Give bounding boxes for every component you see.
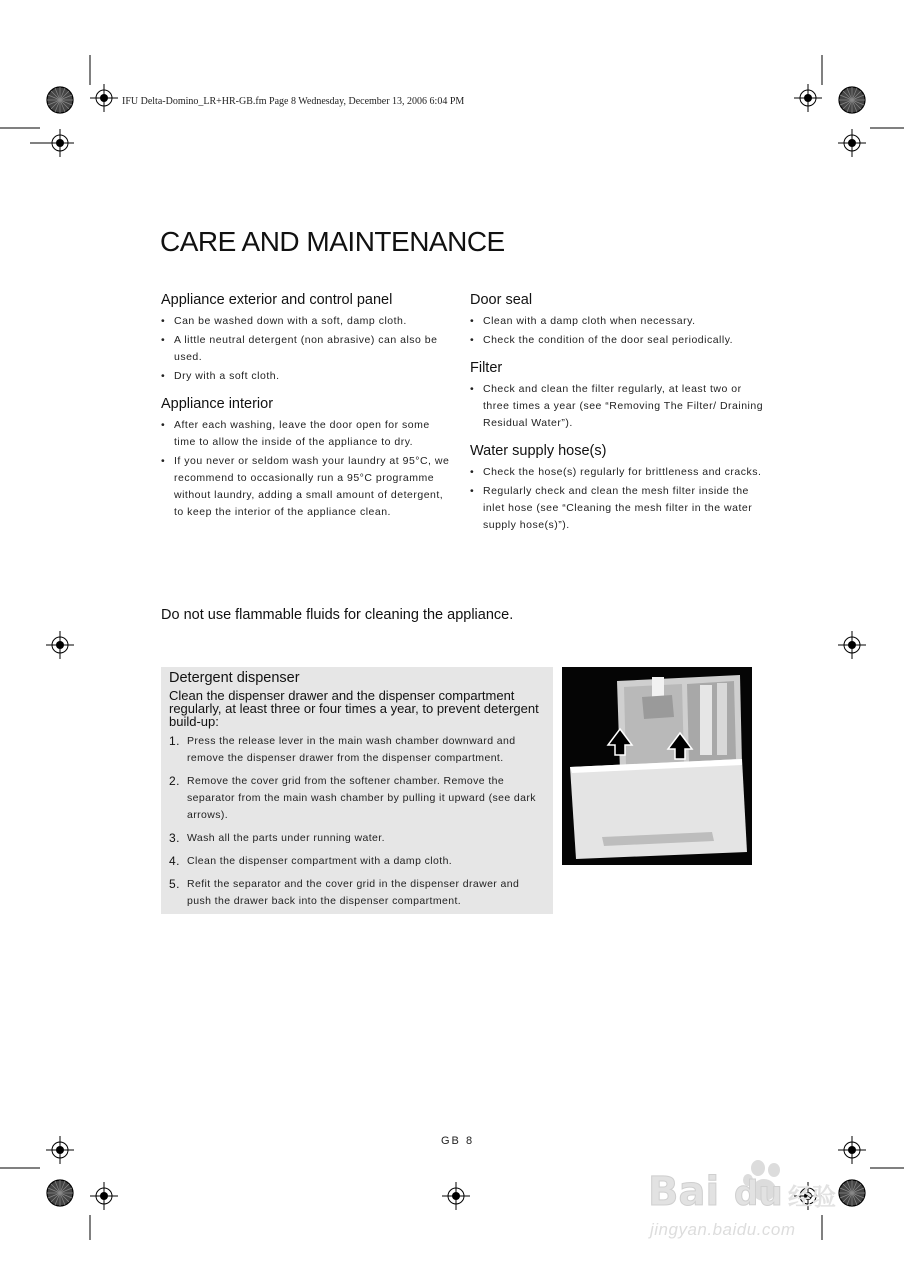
dispenser-drawer-photo — [562, 667, 752, 865]
section-title: Appliance exterior and control panel — [161, 292, 393, 308]
section-title: Door seal — [470, 292, 533, 308]
svg-text:经验: 经验 — [788, 1183, 836, 1211]
step-list — [169, 733, 545, 910]
step-number: 5. — [169, 877, 180, 891]
step-number: 4. — [169, 854, 180, 868]
step-text: Press the release lever in the main wash chamber downward and remove the dispenser drawer from the dispenser compartment. — [187, 735, 516, 764]
bullet-list — [470, 381, 770, 432]
bullet-list — [161, 417, 451, 521]
list-item: • Check the condition of the door seal periodically. — [470, 332, 770, 349]
list-item: • Can be washed down with a soft, damp cloth. — [161, 313, 451, 330]
page-title: CARE AND MAINTENANCE — [160, 226, 505, 257]
list-item: • A little neutral detergent (non abrasive) can also be used. — [161, 332, 451, 366]
flammable-warning: Do not use flammable fluids for cleaning the appliance. — [161, 607, 514, 623]
section-title: Filter — [470, 360, 503, 376]
section-appliance-exterior — [161, 291, 451, 385]
list-item: • Regularly check and clean the mesh filter inside the inlet hose (see “Cleaning the mesh filter in the water supply hose(s)”). — [470, 483, 770, 534]
list-item: • Check and clean the filter regularly, at least two or three times a year (see “Removing The Filter/ Draining Residual Water”). — [470, 381, 770, 432]
step-text: Remove the cover grid from the softener chamber. Remove the separator from the main wash chamber by pulling it upward (see dark arrows). — [187, 775, 536, 821]
step-text: Clean the dispenser compartment with a damp cloth. — [187, 855, 453, 867]
step-item — [169, 733, 545, 767]
detergent-dispenser-box — [161, 667, 553, 914]
bullet-list — [470, 313, 770, 349]
section-filter — [470, 359, 770, 432]
step-number: 2. — [169, 774, 180, 788]
list-item: • If you never or seldom wash your laundry at 95°C, we recommend to occasionally run a 95°C programme without laundry, adding a small amount of detergent, to keep the interior of the appliance clean. — [161, 453, 451, 521]
bullet-list — [470, 464, 770, 534]
list-item: • Check the hose(s) regularly for brittleness and cracks. — [470, 464, 770, 481]
bullet-list — [161, 313, 451, 385]
section-title: Detergent dispenser — [169, 670, 300, 686]
list-item: • After each washing, leave the door open for some time to allow the inside of the appliance to dry. — [161, 417, 451, 451]
step-item — [169, 773, 545, 824]
page-number: GB 8 — [441, 1135, 475, 1147]
section-title: Appliance interior — [161, 396, 274, 412]
list-item: • Clean with a damp cloth when necessary. — [470, 313, 770, 330]
step-text: Refit the separator and the cover grid in the dispenser drawer and push the drawer back into the dispenser compartment. — [187, 878, 520, 907]
right-column — [470, 291, 770, 544]
step-item — [169, 830, 545, 847]
step-number: 1. — [169, 734, 180, 748]
list-item: • Dry with a soft cloth. — [161, 368, 451, 385]
section-title: Water supply hose(s) — [470, 443, 607, 459]
watermark-url: jingyan.baidu.com — [650, 1220, 796, 1239]
section-water-supply-hose — [470, 442, 770, 534]
section-door-seal — [470, 291, 770, 349]
step-text: Wash all the parts under running water. — [187, 832, 385, 844]
file-info-header: IFU Delta-Domino_LR+HR-GB.fm Page 8 Wednesday, December 13, 2006 6:04 PM — [122, 96, 465, 107]
section-appliance-interior — [161, 395, 451, 521]
left-column — [161, 291, 451, 531]
svg-text:du: du — [734, 1174, 783, 1214]
step-item — [169, 853, 545, 870]
svg-text:Bai: Bai — [648, 1169, 720, 1215]
step-number: 3. — [169, 831, 180, 845]
dispenser-intro: Clean the dispenser drawer and the dispenser compartment regularly, at least three or four times a year, to prevent detergent build-up: — [169, 688, 539, 729]
step-item — [169, 876, 545, 910]
